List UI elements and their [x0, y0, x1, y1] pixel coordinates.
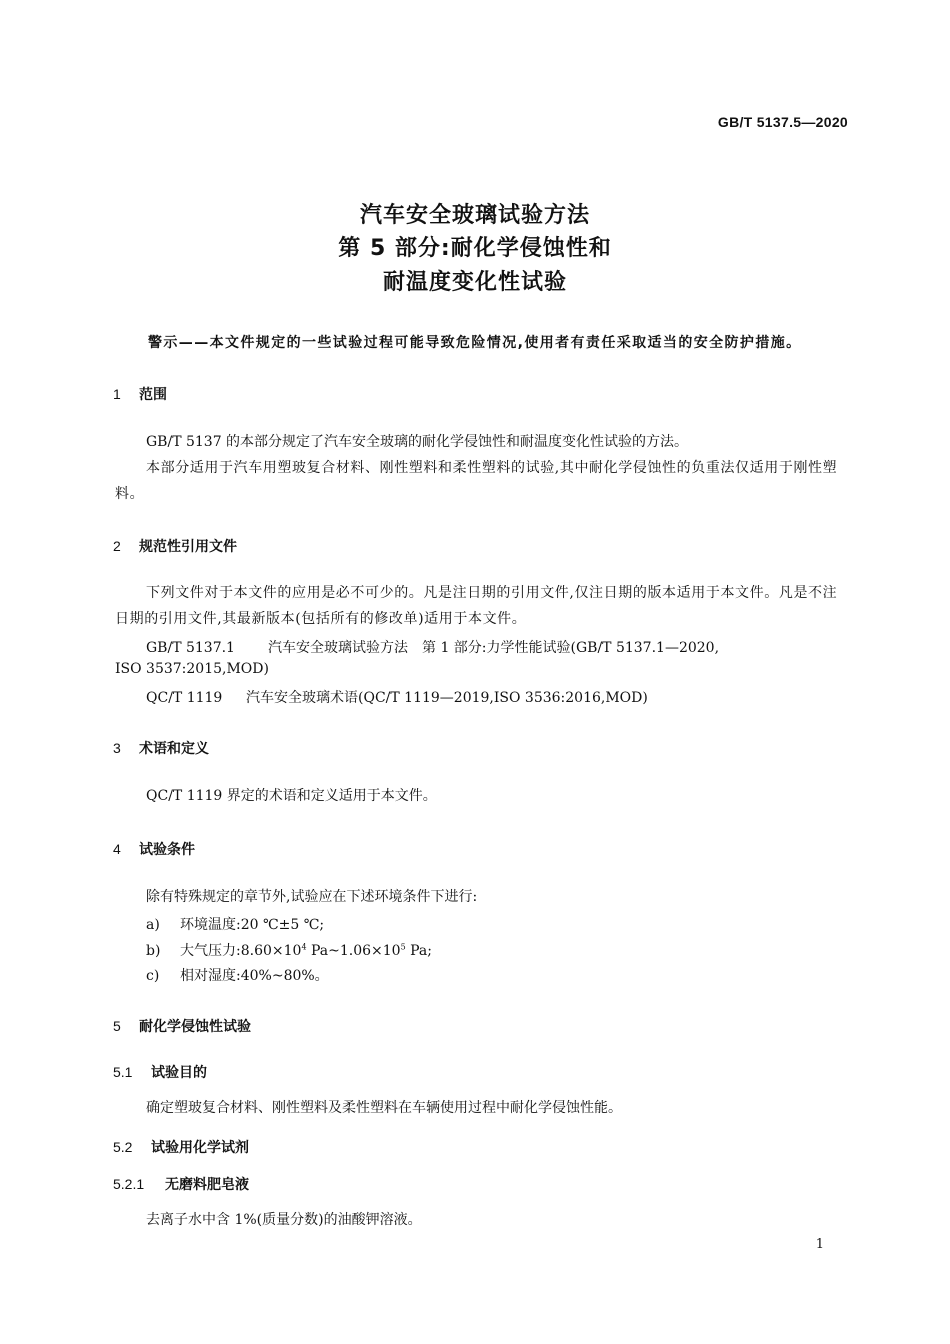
list-marker: b)	[146, 943, 161, 959]
section-number: 5	[113, 1018, 121, 1034]
section-number: 5.1	[113, 1064, 133, 1080]
reference-code: QC/T 1119	[146, 690, 223, 706]
section-2-heading	[113, 536, 237, 556]
reference-item-1	[146, 637, 719, 657]
standard-number: GB/T 5137.5—2020	[717, 114, 848, 130]
section-1-heading	[113, 384, 167, 404]
section-title: 范围	[139, 387, 167, 403]
section-5-1-paragraph: 确定塑玻复合材料、刚性塑料及柔性塑料在车辆使用过程中耐化学侵蚀性能。	[146, 1100, 622, 1116]
title-line-2: 第 5 部分:耐化学侵蚀性和	[338, 236, 612, 261]
section-title: 试验用化学试剂	[151, 1140, 249, 1156]
reference-code: GB/T 5137.1	[146, 640, 235, 656]
section-5-2-1-heading	[113, 1174, 249, 1194]
section-number: 5.2	[113, 1139, 133, 1155]
section-title: 试验目的	[151, 1065, 207, 1081]
section-number: 2	[113, 538, 121, 554]
reference-title: 汽车安全玻璃试验方法 第 1 部分:力学性能试验(GB/T 5137.1—2020,	[268, 640, 720, 656]
section-1-paragraph-2: 本部分适用于汽车用塑玻复合材料、刚性塑料和柔性塑料的试验,其中耐化学侵蚀性的负重法仅适用于刚性塑料。	[115, 460, 838, 502]
section-5-2-1-paragraph: 去离子水中含 1%(质量分数)的油酸钾溶液。	[146, 1212, 422, 1228]
condition-item-b	[146, 940, 432, 960]
section-3-paragraph-1: QC/T 1119 界定的术语和定义适用于本文件。	[146, 788, 437, 804]
section-title: 无磨料肥皂液	[165, 1177, 249, 1193]
list-text-part: Pa;	[405, 943, 432, 959]
list-marker: c)	[146, 968, 160, 984]
section-title: 术语和定义	[139, 741, 209, 757]
list-text: 环境温度:20 ℃±5 ℃;	[180, 917, 325, 933]
warning-note: 警示——本文件规定的一些试验过程可能导致危险情况,使用者有责任采取适当的安全防护措施。	[148, 335, 802, 351]
list-text: 相对湿度:40%~80%。	[180, 968, 329, 984]
section-2-paragraph-1: 下列文件对于本文件的应用是必不可少的。凡是注日期的引用文件,仅注日期的版本适用于本文件。凡是不注日期的引用文件,其最新版本(包括所有的修改单)适用于本文件。	[115, 585, 838, 627]
section-title: 试验条件	[139, 842, 195, 858]
title-line-3: 耐温度变化性试验	[382, 270, 567, 295]
section-4-paragraph-1: 除有特殊规定的章节外,试验应在下述环境条件下进行:	[146, 889, 478, 905]
reference-item-2	[146, 687, 648, 707]
section-4-heading	[113, 839, 195, 859]
section-5-2-heading	[113, 1137, 249, 1157]
section-5-1-heading	[113, 1062, 207, 1082]
section-3-heading	[113, 738, 209, 758]
section-title: 规范性引用文件	[139, 539, 237, 555]
section-number: 5.2.1	[113, 1176, 145, 1192]
exponent: 4	[301, 942, 307, 952]
section-title: 耐化学侵蚀性试验	[139, 1019, 251, 1035]
condition-item-a	[146, 914, 324, 934]
section-5-heading	[113, 1016, 251, 1036]
exponent: 5	[400, 942, 406, 952]
page-number: 1	[815, 1237, 824, 1252]
list-text-part: 大气压力:8.60×10	[180, 943, 302, 959]
section-1-paragraph-1: GB/T 5137 的本部分规定了汽车安全玻璃的耐化学侵蚀性和耐温度变化性试验的方法。	[146, 434, 689, 450]
section-number: 4	[113, 841, 121, 857]
list-marker: a)	[146, 917, 160, 933]
title-line-1: 汽车安全玻璃试验方法	[359, 203, 590, 228]
reference-title: 汽车安全玻璃术语(QC/T 1119—2019,ISO 3536:2016,MOD)	[246, 690, 648, 706]
reference-item-1-continuation: ISO 3537:2015,MOD)	[115, 661, 269, 677]
section-number: 3	[113, 740, 121, 756]
list-text-part: Pa~1.06×10	[306, 943, 401, 959]
section-number: 1	[113, 386, 121, 402]
condition-item-c	[146, 965, 329, 985]
